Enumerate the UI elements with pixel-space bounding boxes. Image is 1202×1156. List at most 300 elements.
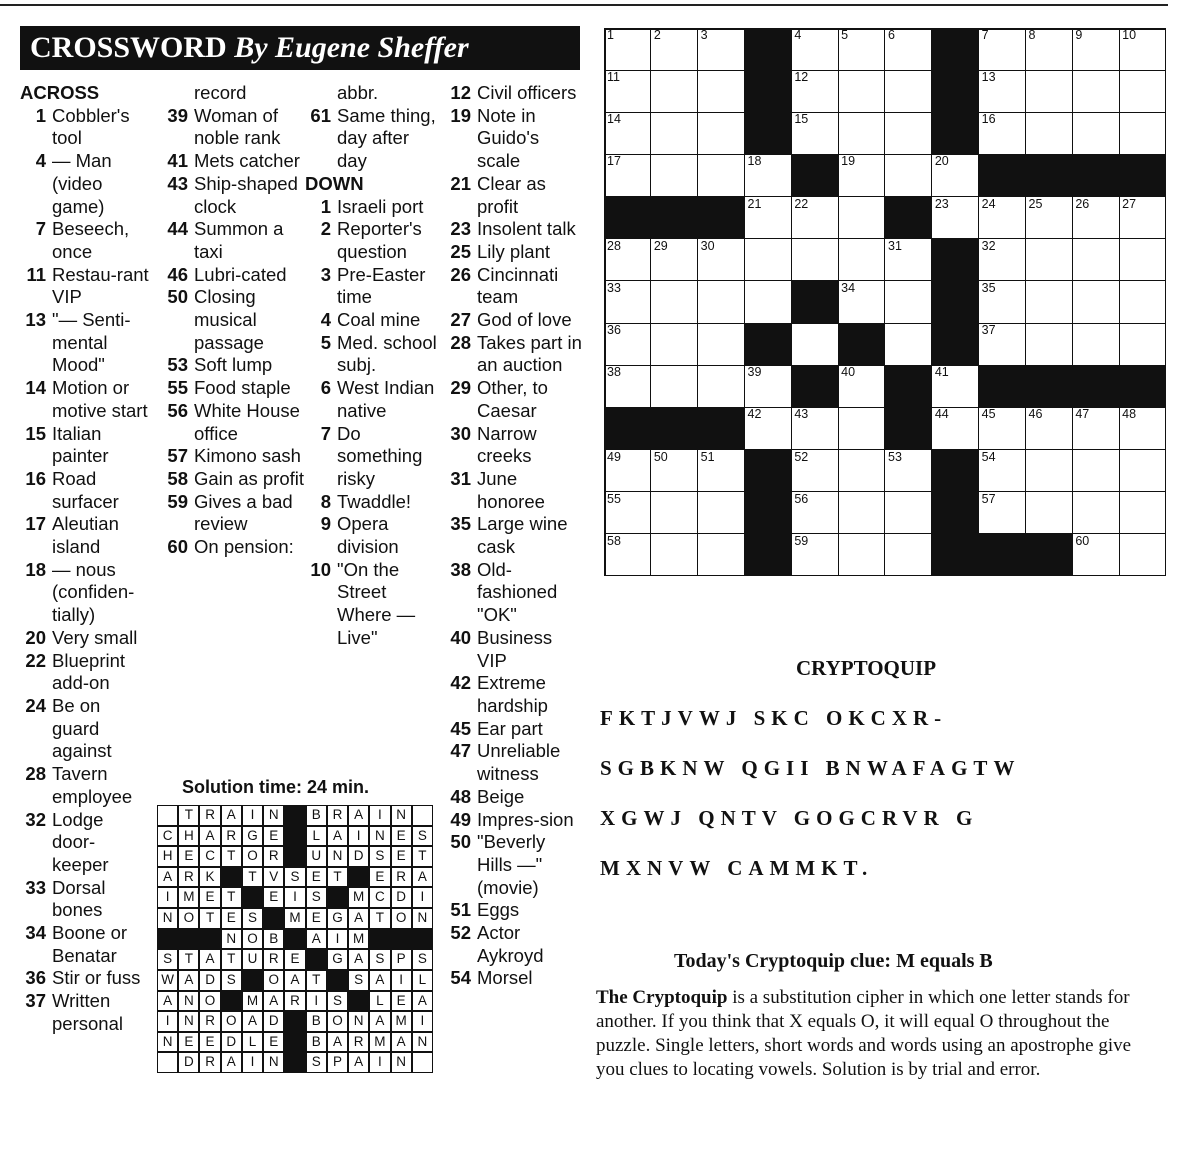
grid-cell-number: 44 (934, 407, 949, 422)
grid-cell[interactable] (791, 450, 838, 493)
grid-cell[interactable] (838, 112, 885, 155)
grid-cell[interactable] (604, 112, 651, 155)
grid-cell[interactable] (885, 323, 932, 366)
grid-cell[interactable] (1026, 407, 1073, 450)
grid-cell[interactable] (932, 365, 979, 408)
clue-text: Large wine cask (477, 513, 568, 558)
solution-cell: I (307, 992, 326, 1011)
solution-cell: D (222, 1033, 241, 1052)
grid-cell[interactable] (979, 450, 1026, 493)
grid-cell[interactable] (745, 365, 792, 408)
clue-number: 32 (25, 808, 46, 830)
clue-number: 23 (450, 218, 471, 240)
solution-cell: P (328, 1053, 347, 1072)
clue-text: Cobbler's tool (52, 104, 130, 149)
grid-black-square (791, 281, 838, 324)
clue-text: Kimono sash (194, 445, 301, 467)
grid-cell[interactable] (885, 70, 932, 113)
grid-cell-number: 40 (841, 365, 856, 380)
grid-cell[interactable] (1072, 70, 1119, 113)
grid-cell[interactable] (838, 492, 885, 535)
solution-cell: S (349, 971, 368, 990)
grid-cell[interactable] (1072, 407, 1119, 450)
solution-cell: R (392, 868, 411, 887)
grid-cell[interactable] (791, 112, 838, 155)
grid-cell[interactable] (698, 534, 745, 577)
grid-black-square (1072, 365, 1119, 408)
clue-number: 27 (450, 309, 471, 331)
grid-black-square (1026, 365, 1073, 408)
clue-text: Boone or Benatar (52, 922, 128, 966)
grid-cell[interactable] (651, 112, 698, 155)
grid-cell[interactable] (745, 239, 792, 282)
grid-cell-number: 46 (1028, 407, 1043, 422)
solution-cell: A (349, 1053, 368, 1072)
clue-text: Road surfacer (52, 467, 119, 512)
grid-black-square (651, 407, 698, 450)
solution-cell: T (413, 847, 432, 866)
clue-number: 45 (450, 717, 471, 739)
solution-cell: O (243, 847, 262, 866)
solution-cell: I (158, 1012, 177, 1031)
clue-text: Ear part (477, 717, 543, 739)
grid-black-square (932, 492, 979, 535)
solution-cell: R (264, 950, 283, 969)
grid-cell[interactable] (745, 281, 792, 324)
clue-text: Be on guard against (52, 694, 112, 762)
solution-cell: T (222, 888, 241, 907)
solution-grid (157, 805, 433, 1073)
grid-cell[interactable] (651, 70, 698, 113)
grid-cell[interactable] (698, 112, 745, 155)
solution-cell: A (392, 1033, 411, 1052)
grid-cell[interactable] (979, 492, 1026, 535)
grid-cell-number: 56 (794, 491, 809, 506)
solution-cell: A (264, 992, 283, 1011)
grid-cell-number: 3 (700, 28, 708, 42)
solution-cell: S (285, 868, 304, 887)
grid-cell[interactable] (1026, 28, 1073, 71)
clue-item (20, 627, 150, 650)
solution-cell: A (179, 971, 198, 990)
clue-number: 54 (450, 967, 471, 989)
clue-number: 46 (167, 263, 188, 285)
solution-cell: C (158, 827, 177, 846)
grid-cell[interactable] (979, 28, 1026, 71)
grid-cell[interactable] (1072, 323, 1119, 366)
clue-item (20, 150, 150, 218)
solution-cell: P (392, 950, 411, 969)
solution-cell: E (285, 950, 304, 969)
grid-cell[interactable] (604, 534, 651, 577)
solution-cell: D (200, 971, 219, 990)
clue-number: 17 (25, 513, 46, 535)
grid-cell[interactable] (1119, 534, 1166, 577)
clue-number: 50 (450, 831, 471, 853)
grid-cell[interactable] (885, 154, 932, 197)
solution-cell: I (285, 888, 304, 907)
grid-cell[interactable] (698, 70, 745, 113)
grid-cell[interactable] (932, 197, 979, 240)
grid-cell[interactable] (1072, 534, 1119, 577)
grid-cell[interactable] (1026, 281, 1073, 324)
solution-cell: I (328, 930, 347, 949)
grid-cell[interactable] (604, 323, 651, 366)
clue-number: 15 (25, 422, 46, 444)
clue-item (305, 559, 440, 650)
grid-cell[interactable] (604, 154, 651, 197)
grid-cell[interactable] (1072, 239, 1119, 282)
grid-cell[interactable] (1119, 239, 1166, 282)
grid-cell[interactable] (838, 534, 885, 577)
clue-item (305, 491, 440, 514)
grid-cell[interactable] (838, 197, 885, 240)
solution-cell: N (392, 806, 411, 825)
clue-item (445, 967, 585, 990)
grid-cell[interactable] (979, 239, 1026, 282)
clue-number: 50 (167, 286, 188, 308)
grid-cell[interactable] (885, 112, 932, 155)
clue-text: Closing musical passage (194, 286, 264, 353)
grid-cell[interactable] (1026, 323, 1073, 366)
grid-cell[interactable] (979, 197, 1026, 240)
solution-cell: A (349, 909, 368, 928)
clue-number: 25 (450, 240, 471, 262)
grid-cell[interactable] (698, 239, 745, 282)
grid-cell[interactable] (838, 154, 885, 197)
grid-cell[interactable] (932, 407, 979, 450)
clue-item (445, 786, 585, 809)
grid-cell[interactable] (1072, 450, 1119, 493)
clue-item (445, 559, 585, 627)
grid-cell[interactable] (1026, 197, 1073, 240)
clue-item (445, 899, 585, 922)
grid-cell[interactable] (979, 407, 1026, 450)
grid-black-square (698, 197, 745, 240)
grid-cell[interactable] (838, 450, 885, 493)
grid-cell[interactable] (604, 492, 651, 535)
grid-cell[interactable] (1119, 197, 1166, 240)
grid-cell[interactable] (651, 28, 698, 71)
grid-cell[interactable] (651, 492, 698, 535)
clue-number: 29 (450, 377, 471, 399)
clue-number: 6 (320, 377, 331, 399)
grid-cell[interactable] (1072, 281, 1119, 324)
solution-cell (158, 1053, 177, 1072)
grid-cell[interactable] (1072, 112, 1119, 155)
grid-cell[interactable] (651, 154, 698, 197)
clue-text: Twaddle! (337, 490, 412, 512)
solution-cell: G (328, 950, 347, 969)
solution-cell: I (158, 888, 177, 907)
clue-text: Impres-sion (477, 808, 574, 830)
grid-cell[interactable] (838, 365, 885, 408)
grid-cell[interactable] (1026, 70, 1073, 113)
clue-item (305, 377, 440, 422)
clue-number: 55 (167, 377, 188, 399)
grid-cell[interactable] (604, 365, 651, 408)
grid-cell-number: 20 (934, 154, 949, 169)
clue-item (160, 218, 305, 263)
grid-cell[interactable] (604, 281, 651, 324)
grid-cell[interactable] (885, 492, 932, 535)
solution-cell: O (328, 1012, 347, 1031)
grid-cell[interactable] (1119, 407, 1166, 450)
clue-number: 43 (167, 172, 188, 194)
grid-cell[interactable] (604, 70, 651, 113)
clue-item (160, 354, 305, 377)
solution-cell: E (264, 827, 283, 846)
grid-cell[interactable] (651, 281, 698, 324)
grid-cell[interactable] (1119, 70, 1166, 113)
grid-cell[interactable] (698, 450, 745, 493)
grid-cell[interactable] (745, 154, 792, 197)
clue-text: Same thing, day after day (337, 104, 436, 172)
clue-item (445, 332, 585, 377)
clue-number: 33 (25, 876, 46, 898)
clue-number: 24 (25, 694, 46, 716)
solution-cell: M (392, 1012, 411, 1031)
grid-cell-number: 21 (747, 196, 762, 211)
solution-cell: N (264, 806, 283, 825)
grid-cell[interactable] (698, 365, 745, 408)
grid-cell[interactable] (791, 492, 838, 535)
grid-cell[interactable] (698, 492, 745, 535)
grid-cell[interactable] (698, 154, 745, 197)
clue-number: 47 (450, 740, 471, 762)
grid-cell[interactable] (791, 70, 838, 113)
grid-cell[interactable] (1026, 112, 1073, 155)
grid-cell[interactable] (885, 534, 932, 577)
grid-cell[interactable] (885, 239, 932, 282)
solution-cell: L (370, 992, 389, 1011)
grid-cell[interactable] (604, 450, 651, 493)
grid-cell[interactable] (651, 534, 698, 577)
solution-cell: I (413, 1012, 432, 1031)
solution-cell: G (243, 827, 262, 846)
clue-item (160, 82, 305, 105)
solution-cell: B (307, 1012, 326, 1031)
grid-cell[interactable] (1026, 492, 1073, 535)
clue-item (445, 82, 585, 105)
solution-cell: M (349, 930, 368, 949)
grid-cell[interactable] (979, 70, 1026, 113)
grid-cell[interactable] (885, 28, 932, 71)
grid-cell[interactable] (932, 154, 979, 197)
clue-text: Narrow creeks (477, 422, 537, 467)
clue-text: Woman of noble rank (194, 104, 281, 149)
solution-cell: T (328, 868, 347, 887)
grid-cell[interactable] (791, 28, 838, 71)
solution-cell: V (264, 868, 283, 887)
clue-text: Cincinnati team (477, 263, 559, 308)
grid-cell-number: 42 (747, 407, 762, 422)
clue-text: Lubri-cated (194, 263, 287, 285)
grid-cell-number: 11 (607, 70, 620, 85)
grid-cell[interactable] (838, 28, 885, 71)
clue-text: Motion or motive start (52, 377, 148, 421)
clue-number: 51 (450, 899, 471, 921)
clue-item (160, 264, 305, 287)
cryptoquip-desc-text: is a substitution cipher in which one letter stands for another. If you think that X equals O, it will equal O throughout the puzzle. Single letters, short words and words using an apostrophe give you clues to locating vowels. Solution is by trial and error. (596, 987, 1132, 1080)
grid-cell[interactable] (791, 534, 838, 577)
grid-cell[interactable] (1119, 323, 1166, 366)
grid-black-square (745, 70, 792, 113)
grid-cell-number: 14 (607, 112, 621, 127)
solution-cell: E (179, 847, 198, 866)
grid-cell[interactable] (651, 365, 698, 408)
solution-cell: S (222, 971, 241, 990)
clue-number (160, 82, 194, 105)
clue-item (20, 468, 150, 513)
clue-text: June honoree (477, 467, 545, 512)
solution-cell: R (200, 806, 219, 825)
grid-cell[interactable] (651, 323, 698, 366)
solution-cell: I (243, 806, 262, 825)
cryptoquip-line-4: MXNVW CAMMKT. (600, 856, 874, 880)
solution-cell: L (413, 971, 432, 990)
grid-cell-number: 53 (888, 449, 902, 464)
clue-text: abbr. (337, 82, 379, 103)
clue-text: Clear as profit (477, 172, 546, 217)
grid-cell[interactable] (1072, 197, 1119, 240)
grid-cell[interactable] (791, 323, 838, 366)
clue-item (445, 672, 585, 717)
clue-item (20, 105, 150, 150)
grid-cell[interactable] (1119, 450, 1166, 493)
grid-cell[interactable] (1026, 239, 1073, 282)
grid-black-square (745, 534, 792, 577)
crossword-grid (604, 28, 1166, 576)
clue-number: 28 (25, 763, 46, 785)
solution-cell: R (285, 992, 304, 1011)
grid-cell[interactable] (698, 28, 745, 71)
grid-cell[interactable] (791, 239, 838, 282)
grid-black-square (885, 197, 932, 240)
clue-number: 12 (450, 82, 471, 103)
grid-black-square (745, 28, 792, 71)
grid-black-square (932, 28, 979, 71)
grid-cell[interactable] (838, 407, 885, 450)
grid-black-square (885, 407, 932, 450)
solution-cell (158, 806, 177, 825)
solution-cell: S (413, 950, 432, 969)
grid-cell-number: 27 (1122, 196, 1137, 211)
clue-number: 2 (320, 218, 331, 240)
grid-cell[interactable] (604, 239, 651, 282)
grid-cell-number: 2 (653, 28, 661, 42)
grid-black-square (979, 534, 1026, 577)
solution-cell: S (307, 888, 326, 907)
clue-item (160, 105, 305, 150)
clue-item (445, 809, 585, 832)
clue-number: 22 (25, 649, 46, 671)
grid-cell[interactable] (745, 197, 792, 240)
clue-text: Insolent talk (477, 218, 576, 240)
grid-black-square (932, 239, 979, 282)
clue-item (20, 809, 150, 877)
grid-cell[interactable] (604, 28, 651, 71)
clue-text: Eggs (477, 899, 520, 921)
grid-black-square (932, 534, 979, 577)
grid-cell[interactable] (979, 281, 1026, 324)
clue-item (20, 309, 150, 377)
solution-cell: T (370, 909, 389, 928)
solution-cell: D (179, 1053, 198, 1072)
grid-cell[interactable] (791, 407, 838, 450)
clue-number: 16 (25, 467, 46, 489)
solution-cell (413, 1053, 432, 1072)
grid-cell[interactable] (885, 281, 932, 324)
grid-cell[interactable] (698, 281, 745, 324)
grid-cell[interactable] (1119, 28, 1166, 71)
clue-number: 9 (320, 513, 331, 535)
clue-number: 18 (25, 558, 46, 580)
clue-number: 56 (167, 399, 188, 421)
solution-cell: N (413, 909, 432, 928)
clue-number: 30 (450, 422, 471, 444)
grid-cell[interactable] (885, 450, 932, 493)
clue-item (445, 218, 585, 241)
clue-text: Israeli port (337, 195, 424, 217)
grid-cell-number: 48 (1122, 407, 1137, 422)
clue-item (445, 513, 585, 558)
grid-cell[interactable] (1026, 450, 1073, 493)
grid-cell[interactable] (745, 407, 792, 450)
grid-cell-number: 4 (794, 28, 802, 42)
solution-cell: E (222, 909, 241, 928)
clue-number: 40 (450, 626, 471, 648)
grid-cell-number: 52 (794, 449, 809, 464)
solution-cell: I (413, 888, 432, 907)
clue-text: Takes part in an auction (477, 331, 582, 376)
grid-cell[interactable] (1119, 112, 1166, 155)
grid-cell[interactable] (698, 323, 745, 366)
solution-cell: S (370, 847, 389, 866)
grid-black-square (1072, 154, 1119, 197)
clue-text: Written personal (52, 990, 123, 1034)
grid-cell[interactable] (651, 450, 698, 493)
grid-cell[interactable] (651, 239, 698, 282)
grid-cell[interactable] (838, 239, 885, 282)
cryptoquip-line-3: XGWJ QNTV GOGCRVR G (600, 806, 979, 830)
solution-cell: S (328, 992, 347, 1011)
solution-cell: L (243, 1033, 262, 1052)
grid-cell[interactable] (1119, 492, 1166, 535)
grid-cell[interactable] (838, 70, 885, 113)
solution-cell: T (222, 847, 241, 866)
grid-cell[interactable] (979, 323, 1026, 366)
clue-number: 44 (167, 218, 188, 240)
grid-cell[interactable] (1119, 281, 1166, 324)
clue-item (20, 695, 150, 763)
clue-item (445, 468, 585, 513)
grid-cell[interactable] (791, 197, 838, 240)
grid-cell[interactable] (838, 281, 885, 324)
grid-black-square (745, 492, 792, 535)
clue-item (445, 173, 585, 218)
grid-cell-number: 28 (607, 238, 621, 253)
solution-cell: K (200, 868, 219, 887)
solution-cell: A (349, 806, 368, 825)
grid-cell[interactable] (979, 112, 1026, 155)
clue-text: — nous (confiden-tially) (52, 558, 135, 626)
clue-item (305, 332, 440, 377)
grid-cell[interactable] (1072, 28, 1119, 71)
clue-text: Beige (477, 785, 525, 807)
grid-cell[interactable] (1072, 492, 1119, 535)
solution-cell: A (285, 971, 304, 990)
